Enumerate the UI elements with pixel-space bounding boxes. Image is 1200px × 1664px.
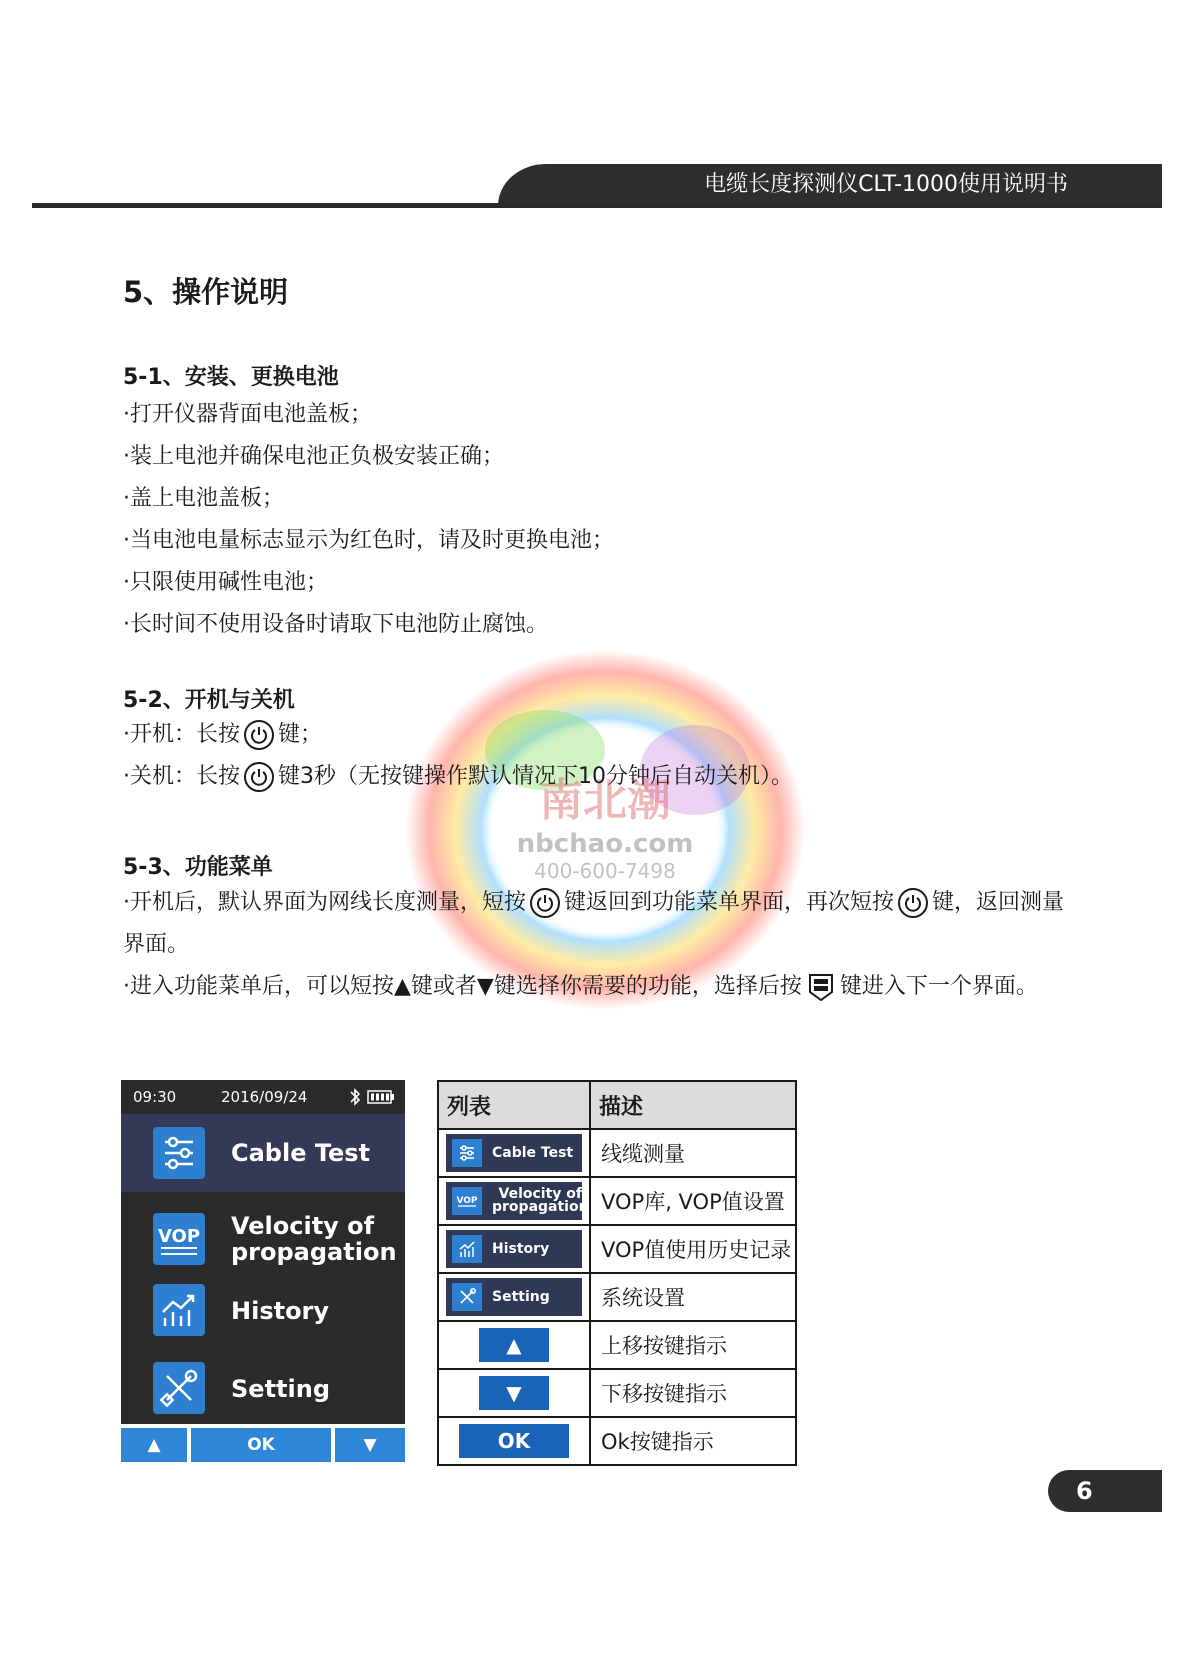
power-off-text: ·关机：长按 <box>123 764 240 789</box>
table-cell-desc: Ok按键指示 <box>590 1417 796 1465</box>
status-bar <box>121 1080 405 1114</box>
table-row <box>438 1129 796 1177</box>
table-row <box>438 1369 796 1417</box>
table-cell-desc: 上移按键指示 <box>590 1321 796 1369</box>
table-cell-desc: 系统设置 <box>590 1273 796 1321</box>
chip-history: History <box>446 1230 582 1268</box>
down-button[interactable]: ▼ <box>335 1428 405 1462</box>
menu-item-label: History <box>231 1297 330 1325</box>
menu-paragraph-2 <box>123 966 1083 1008</box>
menu-item-label: Velocity of propagation <box>231 1212 397 1266</box>
table-row <box>438 1225 796 1273</box>
sliders-icon <box>452 1139 482 1167</box>
p2-text-a: ·进入功能菜单后，可以短按▲键或者▼键选择你需要的功能，选择后按 <box>123 974 802 999</box>
power-on-line <box>123 714 322 756</box>
column-header-list: 列表 <box>438 1081 590 1129</box>
watermark-site: nbchao.com <box>516 829 694 859</box>
tools-icon <box>153 1362 205 1414</box>
list-item: ·装上电池并确保电池正负极安装正确； <box>123 444 504 469</box>
vop-icon <box>452 1187 482 1215</box>
device-screen <box>121 1080 405 1424</box>
table-row <box>438 1273 796 1321</box>
subsection-title-menu: 5-3、功能菜单 <box>123 855 273 880</box>
table-cell-desc: 下移按键指示 <box>590 1369 796 1417</box>
chip-cable-test: Cable Test <box>446 1134 582 1172</box>
list-item: ·当电池电量标志显示为红色时，请及时更换电池； <box>123 528 614 553</box>
chip-setting: Setting <box>446 1278 582 1316</box>
menu-item-label: Cable Test <box>231 1139 371 1167</box>
p1-text-b: 键返回到功能菜单界面，再次短按 <box>564 890 895 915</box>
test-ok-key-icon <box>806 972 836 1002</box>
table-header-row <box>438 1081 796 1129</box>
menu-item-cable-test[interactable] <box>121 1114 405 1192</box>
power-icon <box>898 888 928 918</box>
power-icon <box>244 720 274 750</box>
menu-item-velocity[interactable] <box>121 1195 405 1273</box>
menu-paragraph-1 <box>123 882 1083 966</box>
chip-velocity: VOP Velocity of propagation <box>446 1182 582 1220</box>
up-button[interactable]: ▲ <box>121 1428 187 1462</box>
down-key-indicator: ▼ <box>479 1376 549 1410</box>
power-on-text: ·开机：长按 <box>123 722 240 747</box>
battery-icon <box>367 1090 395 1104</box>
table-row <box>438 1321 796 1369</box>
power-off-suffix: 键3秒（无按键操作默认情况下10分钟后自动关机）。 <box>278 764 793 789</box>
menu-item-setting[interactable] <box>121 1346 405 1424</box>
bluetooth-icon <box>349 1087 361 1107</box>
watermark-brand: 南北潮 <box>539 775 671 826</box>
ok-key-indicator: OK <box>459 1424 569 1458</box>
ok-button[interactable]: OK <box>191 1428 331 1462</box>
table-row <box>438 1177 796 1225</box>
table-cell-desc: 线缆测量 <box>590 1129 796 1177</box>
chart-icon <box>153 1284 205 1336</box>
document-title: 电缆长度探测仪CLT-1000使用说明书 <box>704 172 1068 197</box>
power-icon <box>244 762 274 792</box>
device-button-bar <box>121 1428 405 1462</box>
menu-description-table <box>437 1080 797 1466</box>
list-item: ·只限使用碱性电池； <box>123 570 328 595</box>
tools-icon <box>452 1283 482 1311</box>
table-cell-desc: VOP库, VOP值设置 <box>590 1177 796 1225</box>
p1-text-c: 键，返回测量界面。 <box>123 890 1065 957</box>
power-off-line <box>123 756 793 798</box>
power-icon <box>530 888 560 918</box>
svg-text:VOP: VOP <box>157 1226 201 1247</box>
status-date: 2016/09/24 <box>221 1088 308 1106</box>
up-key-indicator: ▲ <box>479 1328 549 1362</box>
list-item: ·长时间不使用设备时请取下电池防止腐蚀。 <box>123 612 548 637</box>
chart-icon <box>452 1235 482 1263</box>
menu-item-label: Setting <box>231 1375 330 1403</box>
svg-text:VOP: VOP <box>456 1196 478 1206</box>
subsection-title-power: 5-2、开机与关机 <box>123 688 295 713</box>
column-header-desc: 描述 <box>590 1081 796 1129</box>
sliders-icon <box>153 1127 205 1179</box>
status-time: 09:30 <box>133 1088 177 1106</box>
p2-text-b: 键进入下一个界面。 <box>839 974 1038 999</box>
vop-icon <box>153 1213 205 1265</box>
section-title: 5、操作说明 <box>123 275 289 309</box>
p1-text-a: ·开机后，默认界面为网线长度测量，短按 <box>123 890 526 915</box>
list-item: ·打开仪器背面电池盖板； <box>123 402 372 427</box>
power-on-suffix: 键； <box>278 722 323 747</box>
list-item: ·盖上电池盖板； <box>123 486 284 511</box>
menu-item-history[interactable] <box>121 1270 405 1348</box>
watermark-phone: 400-600-7498 <box>534 859 676 883</box>
table-row <box>438 1417 796 1465</box>
subsection-title-battery: 5-1、安装、更换电池 <box>123 365 339 390</box>
table-cell-desc: VOP值使用历史记录 <box>590 1225 796 1273</box>
page-number: 6 <box>1048 1470 1162 1512</box>
